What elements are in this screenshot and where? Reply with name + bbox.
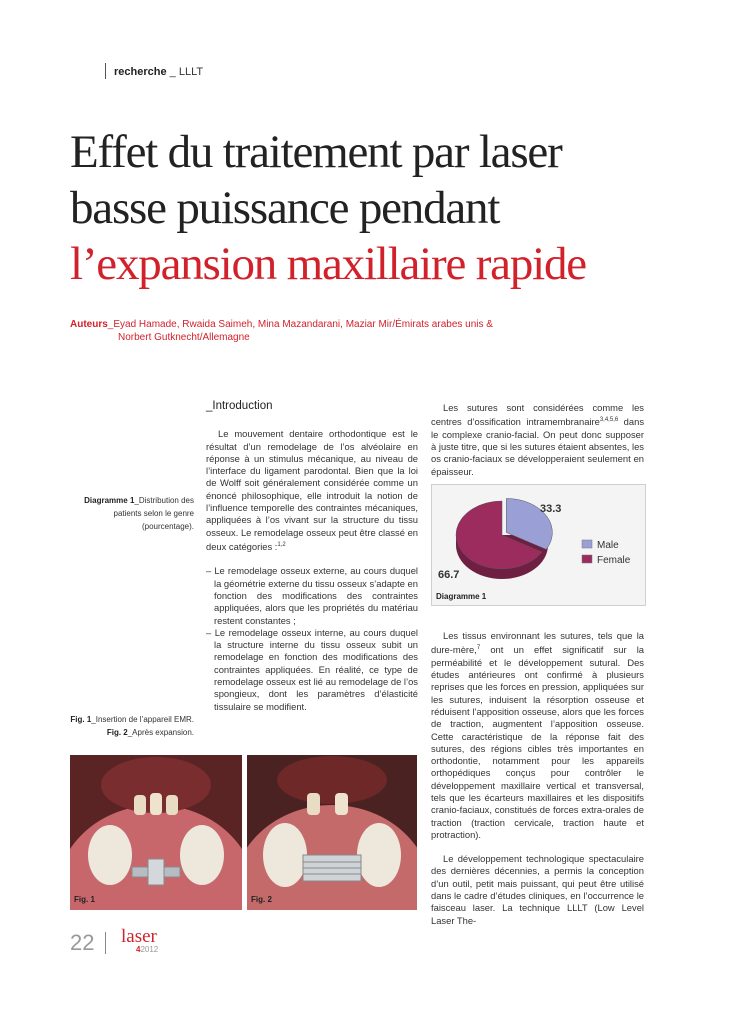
section-topic: LLLT [178, 66, 204, 78]
authors-line-2: Norbert Gutknecht/Allemagne [118, 332, 250, 343]
fig2-caption-label: Fig. 2 [106, 728, 128, 737]
title-line-2: basse puissance pendant [70, 182, 500, 234]
intro-list [206, 565, 418, 713]
article-title [70, 124, 586, 292]
pie-chart [432, 485, 645, 605]
right-paragraph-2 [431, 630, 644, 841]
right-column-continued [431, 630, 644, 939]
title-line-3: l’expansion maxillaire rapide [70, 238, 586, 290]
diagram-label: Diagramme 1 [436, 592, 487, 601]
right-column [431, 402, 644, 490]
slice-label-female: 66.7 [438, 569, 460, 581]
right-paragraph-2-text-b: ont un effet significatif sur la perméabilité et le développement sutural. Des études antérieures ont confirmé à plusieurs reprises que les forces en pression, appliquées sur les sutures, induisent la résorption osseuse et réduisent l’apposition osseuse, alors que les forces de traction, augmentent l’apposition osseuse. Cette caractéristique de la réponse fait des sutures, des régions cibles très importantes en orthodontie, notamment pour les appareils orthopédiques conçus pour contrôler le développement maxillaire vertical et transversal, tels que les écarteurs maxillaires et les dispositifs cranio-faciaux, constitués de forces extra-orales de traction (traction cervicale, traction haute et protraction). [431, 644, 644, 840]
figure-1-photo [70, 755, 242, 910]
pie-group [456, 498, 552, 579]
legend-swatch-male [582, 540, 592, 548]
issue-value: 4 [136, 945, 141, 954]
section-name: recherche [114, 66, 167, 78]
fig2-label: Fig. 2 [251, 895, 272, 904]
intro-paragraph [206, 428, 418, 553]
title-line-1: Effet du traitement par laser [70, 126, 562, 178]
intro-list-item-1: – Le remodelage osseux externe, au cours duquel la géométrie externe du tissu osseux s’adapte en fonction des modifications des contraintes appliquées, alors que les propriétés du matériau restent constantes ; [206, 565, 418, 626]
fig1-label: Fig. 1 [74, 895, 95, 904]
authors-label: Auteurs [70, 319, 108, 330]
right-paragraph-1-text-a: Les sutures sont considérées comme les centres d’ossification intramembranaire [431, 402, 644, 428]
authors-line-1: _Eyad Hamade, Rwaida Saimeh, Mina Mazandarani, Maziar Mir/Émirats arabes unis & [107, 319, 493, 330]
intro-heading: _Introduction [206, 400, 273, 412]
diagram-1 [431, 484, 646, 606]
authors [70, 318, 540, 344]
intro-paragraph-text: Le mouvement dentaire orthodontique est le résultat d’un remodelage de l’os alvéolaire en réponse à un stimulus mécanique, au niveau de l’interface du ligament parodontal. Bien que la loi de Wolff soit généralement considérée comme un énoncé philosophique, elle introduit la notion de l’influence temporelle des contraintes mécaniques, appliquées à l’os vivant sur la structure du tissu osseux. Le remodelage osseux peut être classé en deux catégories : [206, 428, 418, 553]
diagram-caption-label: Diagramme 1 [84, 496, 135, 505]
diagram-caption-text: _Distribution des patients selon le genre (pourcentage). [113, 496, 194, 531]
page-number: 22 [70, 930, 95, 955]
intro-list-item-2: – Le remodelage osseux interne, au cours duquel la structure interne du tissu osseux subit un remodelage en fonction des modifications des contraintes appliquées. En réalité, ce type de remodelage osseux est lié au remodelage de l’os spongieux, dont les paramètres d’élasticité tissulaire se modifient. [206, 626, 418, 712]
right-paragraph-2-ref: 7 [476, 645, 481, 652]
slice-label-male: 33.3 [540, 503, 562, 515]
fig1-caption-label: Fig. 1 [70, 715, 92, 724]
legend-label-male: Male [597, 540, 619, 551]
legend-swatch-female [582, 555, 592, 563]
header-divider [105, 63, 106, 79]
figure-captions [70, 713, 194, 739]
fig1-caption-text: _Insertion de l’appareil EMR. [91, 715, 194, 724]
mouth-photo-2 [247, 755, 417, 910]
diagram-caption [70, 494, 194, 533]
section-header [114, 66, 203, 78]
fig2-caption-text: _Après expansion. [127, 728, 194, 737]
issue-number [136, 945, 158, 954]
right-paragraph-1 [431, 402, 644, 478]
footer-divider [105, 932, 106, 954]
right-paragraph-1-ref: 3,4,5,6 [599, 417, 619, 424]
right-paragraph-3: Le développement technologique spectaculaire des dernières décennies, a permis la conception d’un outil, petit mais puissant, qui peut être utilisé dans le cadre d’études cliniques, en l’occurrence le faisceau laser. La technique LLLT (Low Level Laser The- [431, 853, 644, 926]
intro-column [206, 400, 418, 713]
right-paragraph-1-text-b: dans le complexe cranio-facial. On peut donc supposer à juste titre, que si les sutures étaient absentes, les os cranio-faciaux se développeraient seulement en épaisseur. [431, 416, 645, 477]
right-paragraph-2-text-a: Les tissus environnant les sutures, tels que la dure-mère, [431, 630, 644, 656]
section-separator: _ [166, 66, 179, 78]
intro-ref: 1,2 [277, 541, 286, 548]
magazine-logo: laser [121, 926, 157, 947]
issue-year: 2012 [140, 945, 159, 954]
mouth-photo-1 [70, 755, 242, 910]
figure-2-photo [247, 755, 417, 910]
legend-label-female: Female [597, 555, 631, 566]
